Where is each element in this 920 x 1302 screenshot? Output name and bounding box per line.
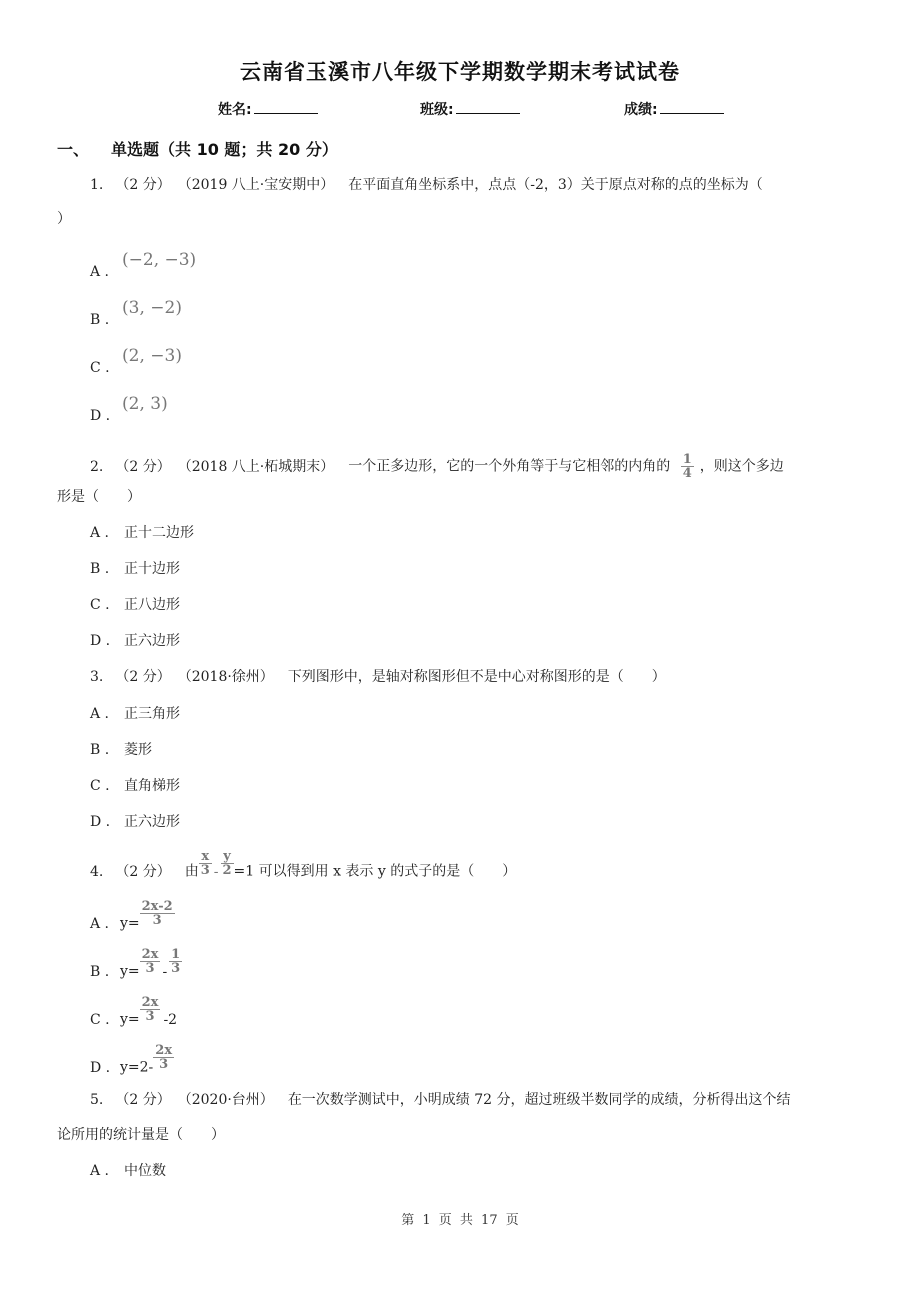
question-score: （2 分） [115, 863, 171, 880]
option-letter: B . [90, 312, 110, 328]
name-blank [254, 99, 318, 114]
minus-sign: - [162, 963, 168, 980]
option-prefix: y= [120, 1011, 140, 1028]
option-letter: C . [90, 597, 110, 613]
fraction: $\frac{1}{4}$ [682, 452, 692, 481]
question-5-stem-cont: 论所用的统计量是（ ） [57, 1127, 225, 1143]
question-text: 下列图形中，是轴对称图形但不是中心对称图形的是（ ） [287, 669, 666, 685]
question-number: 4. [90, 863, 104, 880]
q5-option-a[interactable] [90, 1161, 166, 1181]
option-text: 直角梯形 [124, 778, 180, 794]
question-source: （2018 八上·柘城期末） [184, 458, 335, 475]
option-letter: D . [90, 814, 111, 830]
q1-option-d[interactable] [90, 394, 168, 426]
option-letter: A . [90, 1163, 110, 1179]
class-label: 班级: [420, 102, 454, 118]
option-fraction-2: $\frac{1}{3}$ [171, 947, 181, 976]
question-4-stem [90, 849, 517, 885]
option-fraction: $\frac{2x}{3}$ [141, 947, 159, 976]
option-prefix: y= [120, 963, 140, 980]
question-number: 1. [90, 177, 104, 193]
option-text: 正六边形 [124, 814, 180, 830]
question-1-stem-cont: ） [57, 211, 71, 227]
q2-option-a[interactable] [90, 523, 194, 543]
option-letter: D . [90, 1059, 111, 1076]
minus-sign: - [213, 863, 219, 880]
fraction-y-over-2: $\frac{y}{2}$ [222, 849, 232, 878]
option-letter: B . [90, 963, 110, 980]
question-5-stem [90, 1090, 791, 1110]
option-suffix: -2 [163, 1011, 178, 1028]
q4-option-b[interactable] [90, 947, 182, 985]
option-text: 菱形 [124, 742, 152, 758]
option-fraction: $\frac{2x-2}{3}$ [141, 899, 173, 928]
option-fraction: $\frac{2x}{3}$ [141, 995, 159, 1024]
section-title: 单选题（共 10 题；共 20 分） [111, 140, 338, 159]
question-score: （2 分） [115, 669, 171, 685]
question-text: 在一次数学测试中，小明成绩 72 分，超过班级半数同学的成绩，分析得出这个结 [287, 1092, 791, 1108]
question-3-stem [90, 667, 666, 687]
q4-option-d[interactable] [90, 1043, 174, 1081]
option-letter: B . [90, 561, 110, 577]
option-letter: A . [90, 264, 110, 280]
q1-option-a[interactable] [90, 250, 197, 282]
question-source: （2020·台州） [184, 1092, 274, 1108]
q2-option-c[interactable] [90, 595, 180, 615]
class-blank [456, 99, 520, 114]
question-text: 在平面直角坐标系中，点点（-2，3）关于原点对称的点的坐标为（ [348, 177, 763, 193]
name-field [218, 99, 318, 119]
question-text: 一个正多边形，它的一个外角等于与它相邻的内角的 [348, 458, 671, 475]
option-letter: C . [90, 360, 110, 376]
option-letter: B . [90, 742, 110, 758]
score-blank [660, 99, 724, 114]
option-math: (3, −2) [122, 298, 182, 318]
option-text: 中位数 [124, 1163, 166, 1179]
question-text-end: =1 可以得到用 x 表示 y 的式子的是（ ） [233, 863, 517, 880]
q2-option-b[interactable] [90, 559, 180, 579]
fraction-x-over-3: $\frac{x}{3}$ [200, 849, 210, 878]
q4-option-c[interactable] [90, 995, 178, 1033]
option-letter: C . [90, 1011, 110, 1028]
page-title: 云南省玉溪市八年级下学期数学期末考试试卷 [240, 60, 680, 84]
option-letter: A . [90, 525, 110, 541]
option-math: (−2, −3) [122, 250, 197, 270]
q3-option-b[interactable] [90, 740, 152, 760]
option-prefix: y= [120, 915, 140, 932]
option-letter: D . [90, 633, 111, 649]
question-2-stem [90, 453, 784, 480]
question-1-stem [90, 175, 763, 195]
student-info-row [0, 99, 920, 121]
option-text: 正十二边形 [124, 525, 194, 541]
option-letter: A . [90, 915, 110, 932]
question-text-end: ，则这个多边 [699, 458, 784, 475]
name-label: 姓名: [218, 102, 252, 118]
question-score: （2 分） [115, 177, 171, 193]
q4-option-a[interactable] [90, 899, 175, 937]
question-score: （2 分） [115, 458, 171, 475]
question-number: 2. [90, 458, 104, 475]
option-prefix: y=2- [120, 1059, 154, 1076]
option-letter: A . [90, 706, 110, 722]
option-text: 正六边形 [124, 633, 180, 649]
class-field [420, 99, 520, 119]
option-text: 正八边形 [124, 597, 180, 613]
question-text: 由 [184, 863, 199, 880]
option-math: (2, 3) [122, 394, 168, 414]
page-footer: 第 1 页 共 17 页 [401, 1213, 519, 1228]
question-source: （2019 八上·宝安期中） [184, 177, 335, 193]
option-text: 正三角形 [124, 706, 180, 722]
section-number: 一、 [57, 140, 90, 159]
score-field [624, 99, 724, 119]
option-fraction: $\frac{2x}{3}$ [155, 1043, 173, 1072]
question-2-stem-cont: 形是（ ） [57, 489, 141, 505]
question-number: 3. [90, 669, 104, 685]
score-label: 成绩: [624, 102, 658, 118]
option-math: (2, −3) [122, 346, 182, 366]
question-score: （2 分） [115, 1092, 171, 1108]
q1-option-b[interactable] [90, 298, 182, 330]
q3-option-d[interactable] [90, 812, 180, 832]
question-source: （2018·徐州） [184, 669, 274, 685]
q1-option-c[interactable] [90, 346, 182, 378]
q2-option-d[interactable] [90, 631, 180, 651]
option-text: 正十边形 [124, 561, 180, 577]
option-letter: C . [90, 778, 110, 794]
section-heading [57, 137, 338, 160]
q3-option-a[interactable] [90, 704, 180, 724]
question-number: 5. [90, 1092, 104, 1108]
option-letter: D . [90, 408, 111, 424]
q3-option-c[interactable] [90, 776, 180, 796]
